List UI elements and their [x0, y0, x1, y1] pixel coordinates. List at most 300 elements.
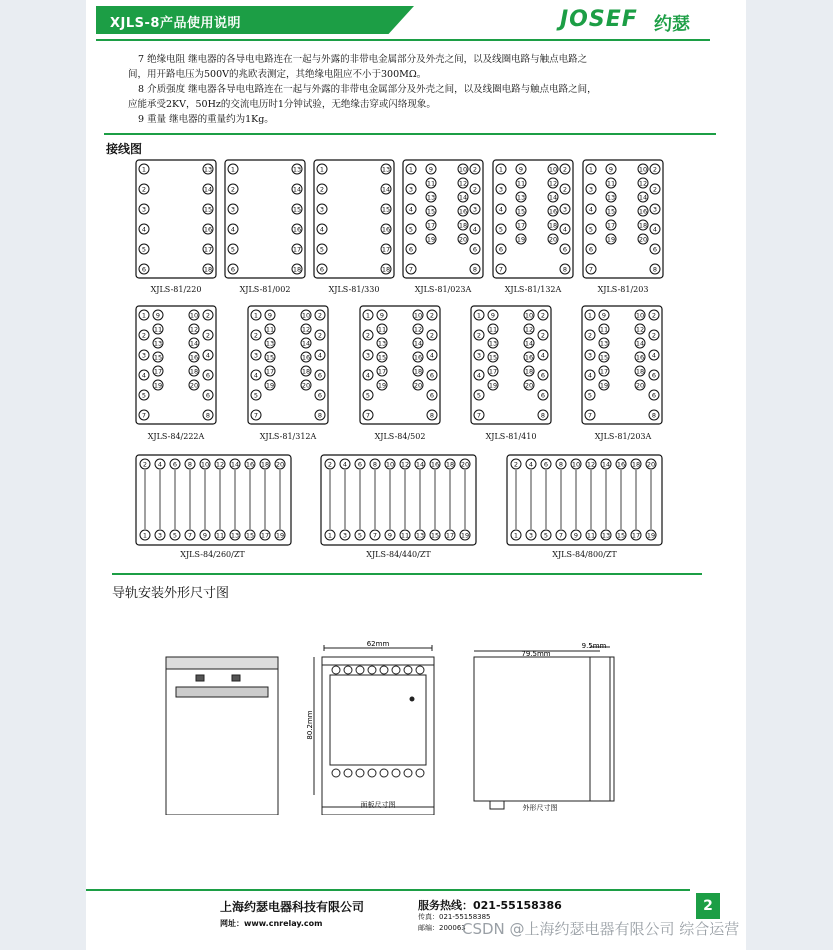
terminal-number: 15 — [488, 353, 498, 362]
terminal-number: 10 — [189, 311, 199, 320]
terminal-number: 6 — [540, 391, 546, 400]
wiring-title: 接线图 — [106, 142, 143, 156]
terminal-number: 6 — [651, 391, 657, 400]
terminal-number: 6 — [172, 460, 178, 469]
terminal-number: 8 — [429, 411, 435, 420]
diagram-label: XJLS-81/002 — [239, 285, 291, 294]
terminal-number: 2 — [230, 185, 236, 194]
terminal-number: 4 — [429, 351, 435, 360]
diagram-label: XJLS-84/440/ZT — [366, 550, 431, 559]
terminal-number: 1 — [141, 311, 147, 320]
terminal-number: 15 — [616, 531, 626, 540]
terminal-number: 17 — [265, 367, 275, 376]
terminal-number: 5 — [365, 391, 371, 400]
terminal-number: 16 — [616, 460, 626, 469]
terminal-number: 3 — [562, 205, 568, 214]
terminal-number: 14 — [638, 193, 648, 202]
terminal-number: 17 — [260, 531, 270, 540]
terminal-number: 12 — [413, 325, 423, 334]
section-rule-2 — [112, 573, 702, 575]
terminal-number: 6 — [230, 265, 236, 274]
relay-box — [582, 306, 662, 424]
diagram-label: XJLS-81/132A — [504, 285, 562, 294]
terminal-number: 4 — [472, 225, 478, 234]
terminal-number: 10 — [524, 311, 534, 320]
terminal-number: 14 — [189, 339, 199, 348]
terminal-number: 20 — [524, 381, 534, 390]
document-title: XJLS-8产品使用说明 — [110, 16, 241, 31]
terminal-number: 14 — [415, 460, 425, 469]
terminal-number: 2 — [472, 165, 478, 174]
terminal-number: 3 — [587, 351, 593, 360]
terminal-number: 1 — [142, 531, 148, 540]
terminal-number: 6 — [543, 460, 549, 469]
terminal-number: 18 — [638, 221, 648, 230]
terminal-number: 7 — [253, 411, 259, 420]
terminal-number: 16 — [203, 225, 213, 234]
para-weight: 9 重量 继电器的重量约为1Kg。 — [138, 114, 274, 125]
terminal-number: 9 — [155, 311, 161, 320]
terminal-number: 20 — [635, 381, 645, 390]
terminal-screw — [356, 769, 364, 777]
terminal-number: 13 — [265, 339, 275, 348]
terminal-number: 13 — [516, 193, 526, 202]
terminal-number: 6 — [319, 265, 325, 274]
terminal-number: 5 — [230, 245, 236, 254]
terminal-number: 3 — [472, 205, 478, 214]
terminal-number: 9 — [601, 311, 607, 320]
terminal-number: 16 — [301, 353, 311, 362]
terminal-number: 20 — [458, 235, 468, 244]
terminal-number: 11 — [153, 325, 163, 334]
terminal-number: 1 — [365, 311, 371, 320]
terminal-number: 20 — [460, 460, 470, 469]
terminal-number: 6 — [205, 391, 211, 400]
terminal-number: 3 — [408, 185, 414, 194]
terminal-number: 20 — [548, 235, 558, 244]
terminal-number: 4 — [317, 351, 323, 360]
terminal-number: 8 — [205, 411, 211, 420]
terminal-number: 6 — [588, 245, 594, 254]
terminal-number: 2 — [652, 165, 658, 174]
csdn-watermark: CSDN @上海约瑟电器有限公司 综合运营 — [462, 920, 740, 938]
terminal-number: 19 — [516, 235, 526, 244]
terminal-number: 2 — [253, 331, 259, 340]
terminal-number: 10 — [385, 460, 395, 469]
relay-box — [360, 306, 440, 424]
diagram-label: XJLS-81/312A — [259, 432, 317, 441]
terminal-number: 2 — [141, 185, 147, 194]
terminal-number: 18 — [189, 367, 199, 376]
terminal-number: 13 — [292, 165, 302, 174]
terminal-number: 10 — [200, 460, 210, 469]
terminal-screw — [332, 666, 340, 674]
relay-box — [136, 160, 216, 278]
terminal-number: 10 — [458, 165, 468, 174]
terminal-number: 9 — [608, 165, 614, 174]
terminal-number: 8 — [651, 411, 657, 420]
terminal-number: 7 — [476, 411, 482, 420]
terminal-number: 17 — [445, 531, 455, 540]
diagram-label: XJLS-81/023A — [414, 285, 472, 294]
terminal-number: 5 — [587, 391, 593, 400]
terminal-number: 6 — [205, 371, 211, 380]
terminal-number: 10 — [413, 311, 423, 320]
terminal-number: 3 — [253, 351, 259, 360]
terminal-number: 12 — [524, 325, 534, 334]
terminal-number: 1 — [230, 165, 236, 174]
terminal-number: 3 — [141, 351, 147, 360]
terminal-number: 8 — [187, 460, 193, 469]
terminal-number: 13 — [599, 339, 609, 348]
terminal-number: 16 — [245, 460, 255, 469]
terminal-number: 2 — [472, 185, 478, 194]
terminal-number: 11 — [215, 531, 225, 540]
terminal-number: 4 — [540, 351, 546, 360]
terminal-number: 18 — [458, 221, 468, 230]
relay-box — [583, 160, 663, 278]
terminal-screw — [416, 666, 424, 674]
terminal-number: 6 — [652, 245, 658, 254]
terminal-number: 13 — [203, 165, 213, 174]
panel-caption: 面板尺寸图 — [360, 801, 396, 809]
terminal-number: 4 — [408, 205, 414, 214]
terminal-number: 6 — [562, 245, 568, 254]
terminal-screw — [368, 666, 376, 674]
terminal-number: 12 — [548, 179, 558, 188]
terminal-number: 16 — [548, 207, 558, 216]
terminal-number: 16 — [381, 225, 391, 234]
terminal-number: 9 — [573, 531, 579, 540]
terminal-number: 5 — [172, 531, 178, 540]
terminal-number: 3 — [498, 185, 504, 194]
diagram-label: XJLS-81/220 — [150, 285, 202, 294]
terminal-number: 1 — [408, 165, 414, 174]
terminal-number: 2 — [513, 460, 519, 469]
terminal-number: 17 — [203, 245, 213, 254]
terminal-number: 17 — [153, 367, 163, 376]
terminal-number: 9 — [518, 165, 524, 174]
terminal-number: 6 — [357, 460, 363, 469]
terminal-number: 19 — [460, 531, 470, 540]
terminal-number: 4 — [587, 371, 593, 380]
fax: 传真：021-55158385 — [418, 913, 491, 921]
terminal-number: 4 — [342, 460, 348, 469]
terminal-number: 3 — [230, 205, 236, 214]
relay-box — [248, 306, 328, 424]
terminal-number: 9 — [428, 165, 434, 174]
terminal-number: 4 — [230, 225, 236, 234]
terminal-number: 15 — [292, 205, 302, 214]
terminal-number: 12 — [635, 325, 645, 334]
terminal-number: 18 — [260, 460, 270, 469]
relay-box — [403, 160, 483, 278]
terminal-number: 20 — [413, 381, 423, 390]
terminal-number: 11 — [586, 531, 596, 540]
company-name: 上海约瑟电器科技有限公司 — [220, 900, 365, 914]
width-dimension: 62mm — [366, 640, 390, 648]
terminal-number: 12 — [638, 179, 648, 188]
terminal-number: 5 — [141, 245, 147, 254]
terminal-number: 20 — [646, 460, 656, 469]
terminal-number: 1 — [253, 311, 259, 320]
terminal-number: 2 — [476, 331, 482, 340]
website: 网址：www.cnrelay.com — [220, 919, 323, 928]
terminal-number: 2 — [651, 311, 657, 320]
terminal-number: 4 — [365, 371, 371, 380]
terminal-number: 17 — [377, 367, 387, 376]
terminal-number: 11 — [265, 325, 275, 334]
terminal-number: 12 — [458, 179, 468, 188]
terminal-number: 14 — [413, 339, 423, 348]
terminal-number: 4 — [141, 371, 147, 380]
terminal-screw — [380, 769, 388, 777]
terminal-screw — [392, 769, 400, 777]
height-dimension: 80.2mm — [306, 710, 314, 740]
terminal-number: 19 — [275, 531, 285, 540]
terminal-number: 2 — [317, 311, 323, 320]
terminal-number: 20 — [189, 381, 199, 390]
terminal-number: 6 — [141, 265, 147, 274]
terminal-number: 8 — [562, 265, 568, 274]
terminal-number: 17 — [599, 367, 609, 376]
terminal-number: 8 — [317, 411, 323, 420]
terminal-number: 2 — [540, 331, 546, 340]
terminal-number: 15 — [203, 205, 213, 214]
relay-box — [314, 160, 394, 278]
terminal-number: 3 — [342, 531, 348, 540]
terminal-number: 14 — [458, 193, 468, 202]
terminal-number: 15 — [153, 353, 163, 362]
terminal-number: 15 — [516, 207, 526, 216]
terminal-number: 19 — [377, 381, 387, 390]
terminal-number: 18 — [635, 367, 645, 376]
terminal-number: 16 — [413, 353, 423, 362]
dimensions-title: 导轨安装外形尺寸图 — [112, 586, 230, 601]
terminal-number: 13 — [230, 531, 240, 540]
terminal-number: 12 — [215, 460, 225, 469]
terminal-number: 4 — [652, 225, 658, 234]
terminal-number: 7 — [408, 265, 414, 274]
terminal-number: 11 — [606, 179, 616, 188]
terminal-number: 1 — [319, 165, 325, 174]
terminal-number: 1 — [476, 311, 482, 320]
terminal-number: 18 — [203, 265, 213, 274]
terminal-number: 14 — [292, 185, 302, 194]
terminal-number: 15 — [377, 353, 387, 362]
terminal-number: 14 — [548, 193, 558, 202]
terminal-number: 2 — [651, 331, 657, 340]
terminal-number: 14 — [230, 460, 240, 469]
terminal-number: 5 — [253, 391, 259, 400]
josef-logo-cn: 约瑟 — [654, 14, 690, 35]
terminal-number: 20 — [638, 235, 648, 244]
terminal-number: 15 — [430, 531, 440, 540]
terminal-number: 18 — [381, 265, 391, 274]
para-dielectric-1: 8 介质强度 继电器各导电电路连在一起与外露的非带电金属部分及外壳之间，以及线圈电路与触点电路之间， — [138, 84, 597, 95]
terminal-screw — [332, 769, 340, 777]
terminal-number: 6 — [472, 245, 478, 254]
terminal-number: 9 — [387, 531, 393, 540]
terminal-number: 6 — [498, 245, 504, 254]
dimension-drawings — [160, 635, 680, 815]
terminal-number: 14 — [203, 185, 213, 194]
diagram-label: XJLS-84/260/ZT — [180, 550, 245, 559]
terminal-number: 4 — [253, 371, 259, 380]
terminal-number: 19 — [488, 381, 498, 390]
depth-dimension: 79.5mm — [521, 650, 551, 658]
terminal-number: 16 — [635, 353, 645, 362]
terminal-number: 5 — [476, 391, 482, 400]
page-number: 2 — [696, 893, 720, 919]
terminal-number: 2 — [142, 460, 148, 469]
terminal-number: 10 — [571, 460, 581, 469]
terminal-number: 13 — [381, 165, 391, 174]
terminal-number: 14 — [381, 185, 391, 194]
terminal-number: 12 — [586, 460, 596, 469]
terminal-number: 7 — [365, 411, 371, 420]
terminal-screw — [380, 666, 388, 674]
terminal-number: 17 — [426, 221, 436, 230]
terminal-number: 2 — [429, 331, 435, 340]
para-insulation-2: 间，用开路电压为500V的兆欧表测定，其绝缘电阻应不小于300MΩ。 — [128, 69, 427, 80]
diagram-label: XJLS-84/502 — [374, 432, 426, 441]
terminal-number: 3 — [365, 351, 371, 360]
terminal-number: 13 — [601, 531, 611, 540]
terminal-number: 14 — [601, 460, 611, 469]
terminal-number: 14 — [635, 339, 645, 348]
terminal-number: 1 — [587, 311, 593, 320]
relay-box — [136, 306, 216, 424]
terminal-number: 16 — [638, 207, 648, 216]
terminal-number: 1 — [513, 531, 519, 540]
terminal-screw — [344, 666, 352, 674]
relay-box — [225, 160, 305, 278]
postcode: 邮编：200063 — [418, 924, 466, 932]
terminal-number: 6 — [408, 245, 414, 254]
terminal-number: 19 — [646, 531, 656, 540]
terminal-number: 9 — [267, 311, 273, 320]
terminal-number: 1 — [588, 165, 594, 174]
terminal-number: 10 — [635, 311, 645, 320]
terminal-number: 7 — [187, 531, 193, 540]
terminal-number: 7 — [141, 411, 147, 420]
terminal-number: 19 — [153, 381, 163, 390]
terminal-number: 1 — [498, 165, 504, 174]
terminal-number: 4 — [141, 225, 147, 234]
terminal-number: 16 — [292, 225, 302, 234]
para-insulation-1: 7 绝缘电阻 继电器的各导电电路连在一起与外露的非带电金属部分及外壳之间，以及线圈电路与触点电路之 — [138, 54, 588, 65]
terminal-number: 6 — [540, 371, 546, 380]
terminal-number: 20 — [275, 460, 285, 469]
terminal-number: 15 — [381, 205, 391, 214]
terminal-number: 5 — [408, 225, 414, 234]
terminal-number: 6 — [651, 371, 657, 380]
terminal-number: 11 — [400, 531, 410, 540]
terminal-number: 18 — [548, 221, 558, 230]
terminal-number: 7 — [372, 531, 378, 540]
terminal-number: 13 — [415, 531, 425, 540]
terminal-number: 9 — [490, 311, 496, 320]
terminal-number: 2 — [365, 331, 371, 340]
terminal-number: 4 — [528, 460, 534, 469]
terminal-number: 13 — [377, 339, 387, 348]
diagram-label: XJLS-81/410 — [485, 432, 537, 441]
outline-caption: 外形尺寸图 — [522, 804, 558, 812]
terminal-number: 2 — [429, 311, 435, 320]
terminal-number: 16 — [189, 353, 199, 362]
terminal-number: 2 — [205, 311, 211, 320]
terminal-number: 8 — [540, 411, 546, 420]
terminal-number: 14 — [301, 339, 311, 348]
terminal-number: 19 — [426, 235, 436, 244]
hotline: 服务热线：021-55158386 — [418, 899, 562, 912]
terminal-screw — [404, 666, 412, 674]
terminal-number: 15 — [265, 353, 275, 362]
terminal-number: 3 — [319, 205, 325, 214]
terminal-number: 16 — [458, 207, 468, 216]
terminal-number: 18 — [413, 367, 423, 376]
terminal-screw — [392, 666, 400, 674]
terminal-number: 6 — [429, 391, 435, 400]
terminal-number: 11 — [516, 179, 526, 188]
terminal-number: 1 — [141, 165, 147, 174]
terminal-number: 2 — [319, 185, 325, 194]
terminal-number: 17 — [631, 531, 641, 540]
terminal-number: 8 — [372, 460, 378, 469]
terminal-number: 4 — [205, 351, 211, 360]
terminal-number: 10 — [548, 165, 558, 174]
terminal-number: 13 — [606, 193, 616, 202]
terminal-number: 6 — [429, 371, 435, 380]
terminal-number: 19 — [606, 235, 616, 244]
terminal-number: 4 — [588, 205, 594, 214]
terminal-number: 18 — [292, 265, 302, 274]
terminal-number: 3 — [652, 205, 658, 214]
terminal-number: 4 — [562, 225, 568, 234]
terminal-number: 6 — [317, 371, 323, 380]
terminal-number: 11 — [488, 325, 498, 334]
terminal-number: 4 — [498, 205, 504, 214]
terminal-number: 15 — [599, 353, 609, 362]
terminal-number: 4 — [476, 371, 482, 380]
terminal-number: 11 — [599, 325, 609, 334]
terminal-number: 11 — [426, 179, 436, 188]
terminal-number: 12 — [400, 460, 410, 469]
terminal-number: 3 — [157, 531, 163, 540]
terminal-number: 15 — [606, 207, 616, 216]
terminal-screw — [344, 769, 352, 777]
terminal-number: 5 — [319, 245, 325, 254]
terminal-number: 8 — [472, 265, 478, 274]
rail-dimension: 9.5mm — [581, 642, 607, 650]
terminal-number: 2 — [562, 165, 568, 174]
terminal-number: 5 — [357, 531, 363, 540]
terminal-number: 17 — [488, 367, 498, 376]
terminal-number: 17 — [606, 221, 616, 230]
terminal-number: 2 — [540, 311, 546, 320]
terminal-number: 9 — [202, 531, 208, 540]
terminal-screw — [356, 666, 364, 674]
terminal-number: 3 — [476, 351, 482, 360]
terminal-number: 17 — [292, 245, 302, 254]
terminal-number: 18 — [445, 460, 455, 469]
terminal-number: 2 — [327, 460, 333, 469]
diagram-label: XJLS-81/203 — [597, 285, 649, 294]
terminal-number: 4 — [651, 351, 657, 360]
terminal-number: 2 — [205, 331, 211, 340]
relay-box — [471, 306, 551, 424]
